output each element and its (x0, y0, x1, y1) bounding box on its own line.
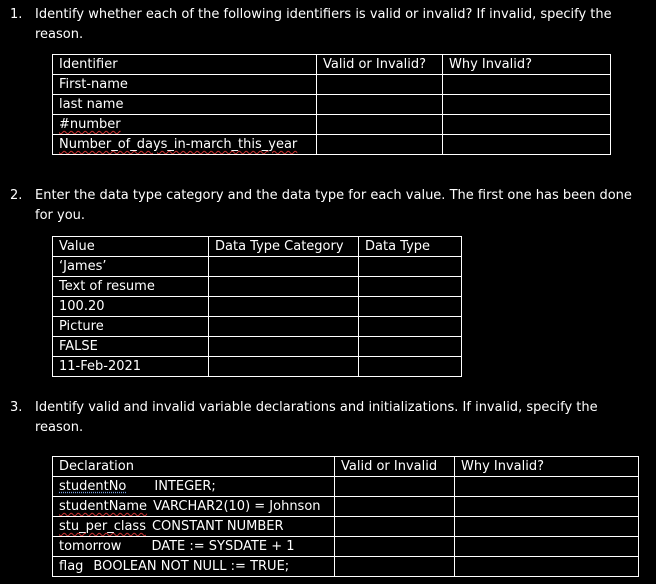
question-2-line-1: Enter the data type category and the data type for each value. The first one has been done (35, 188, 632, 203)
category-cell[interactable] (209, 297, 359, 317)
header-valid-or-invalid: Valid or Invalid (335, 457, 455, 477)
question-1-line-2: reason. (35, 27, 84, 42)
table-row (53, 537, 639, 557)
declaration-cell (53, 517, 335, 537)
variable-name: studentName (59, 499, 148, 514)
table-row (53, 357, 462, 377)
valid-cell[interactable] (335, 477, 455, 497)
valid-cell[interactable] (317, 135, 443, 155)
type-cell[interactable] (359, 337, 462, 357)
table-row (53, 317, 462, 337)
declaration-cell (53, 497, 335, 517)
data-type-table (52, 236, 462, 377)
variable-declaration: CONSTANT NUMBER (151, 519, 284, 534)
table-row (53, 477, 639, 497)
category-cell[interactable] (209, 257, 359, 277)
question-3-number: 3. (10, 400, 23, 415)
variable-declaration: VARCHAR2(10) = Johnson (153, 499, 321, 514)
type-cell[interactable] (359, 277, 462, 297)
identifier-cell: last name (53, 95, 317, 115)
category-cell[interactable] (209, 357, 359, 377)
valid-cell[interactable] (335, 537, 455, 557)
table-row (53, 95, 611, 115)
declaration-cell (53, 557, 335, 577)
reason-cell[interactable] (455, 517, 639, 537)
category-cell[interactable] (209, 337, 359, 357)
type-cell[interactable] (359, 317, 462, 337)
header-data-type-category: Data Type Category (209, 237, 359, 257)
table-row (53, 517, 639, 537)
declaration-cell (53, 477, 335, 497)
header-data-type: Data Type (359, 237, 462, 257)
table-row (53, 277, 462, 297)
value-cell: ‘James’ (53, 257, 209, 277)
type-cell[interactable] (359, 257, 462, 277)
header-valid-or-invalid: Valid or Invalid? (317, 55, 443, 75)
identifier-cell (53, 115, 317, 135)
identifier-cell (53, 135, 317, 155)
reason-cell[interactable] (443, 115, 611, 135)
question-3-line-1: Identify valid and invalid variable declarations and initializations. If invalid, specify the (35, 400, 598, 415)
table-row (53, 497, 639, 517)
identifier-cell: First-name (53, 75, 317, 95)
valid-cell[interactable] (317, 75, 443, 95)
table-row (53, 337, 462, 357)
valid-cell[interactable] (317, 115, 443, 135)
value-cell: Text of resume (53, 277, 209, 297)
variable-name: stu_per_class (59, 519, 146, 534)
type-cell[interactable] (359, 297, 462, 317)
valid-cell[interactable] (335, 517, 455, 537)
variable-declaration: DATE := SYSDATE + 1 (151, 539, 295, 554)
header-declaration: Declaration (53, 457, 335, 477)
question-3-line-2: reason. (35, 420, 84, 435)
table-row (53, 75, 611, 95)
reason-cell[interactable] (443, 95, 611, 115)
question-1-line-1: Identify whether each of the following identifiers is valid or invalid? If invalid, specify the (35, 7, 612, 22)
valid-cell[interactable] (317, 95, 443, 115)
table-header-row (53, 237, 462, 257)
header-value: Value (53, 237, 209, 257)
category-cell[interactable] (209, 317, 359, 337)
reason-cell[interactable] (455, 537, 639, 557)
table-row (53, 297, 462, 317)
valid-cell[interactable] (335, 497, 455, 517)
identifier-text: #number (59, 117, 121, 132)
identifier-table (52, 54, 611, 155)
variable-declaration: BOOLEAN NOT NULL := TRUE; (93, 559, 290, 574)
header-why-invalid: Why Invalid? (443, 55, 611, 75)
declaration-cell (53, 537, 335, 557)
declaration-table (52, 456, 639, 577)
value-cell: 11-Feb-2021 (53, 357, 209, 377)
table-header-row (53, 55, 611, 75)
reason-cell[interactable] (455, 497, 639, 517)
reason-cell[interactable] (443, 135, 611, 155)
reason-cell[interactable] (455, 557, 639, 577)
question-1-number: 1. (10, 7, 23, 22)
table-row (53, 557, 639, 577)
identifier-text: Number_of_days_in-march_this_year (59, 137, 298, 152)
reason-cell[interactable] (443, 75, 611, 95)
header-identifier: Identifier (53, 55, 317, 75)
variable-declaration: INTEGER; (154, 479, 216, 494)
question-2-number: 2. (10, 188, 23, 203)
value-cell: Picture (53, 317, 209, 337)
question-2-line-2: for you. (35, 208, 86, 223)
table-header-row (53, 457, 639, 477)
variable-name: studentNo (59, 479, 127, 494)
header-why-invalid: Why Invalid? (455, 457, 639, 477)
type-cell[interactable] (359, 357, 462, 377)
category-cell[interactable] (209, 277, 359, 297)
variable-name: flag (59, 559, 84, 574)
value-cell: 100.20 (53, 297, 209, 317)
table-row (53, 257, 462, 277)
value-cell: FALSE (53, 337, 209, 357)
variable-name: tomorrow (59, 539, 122, 554)
table-row (53, 135, 611, 155)
table-row (53, 115, 611, 135)
valid-cell[interactable] (335, 557, 455, 577)
reason-cell[interactable] (455, 477, 639, 497)
